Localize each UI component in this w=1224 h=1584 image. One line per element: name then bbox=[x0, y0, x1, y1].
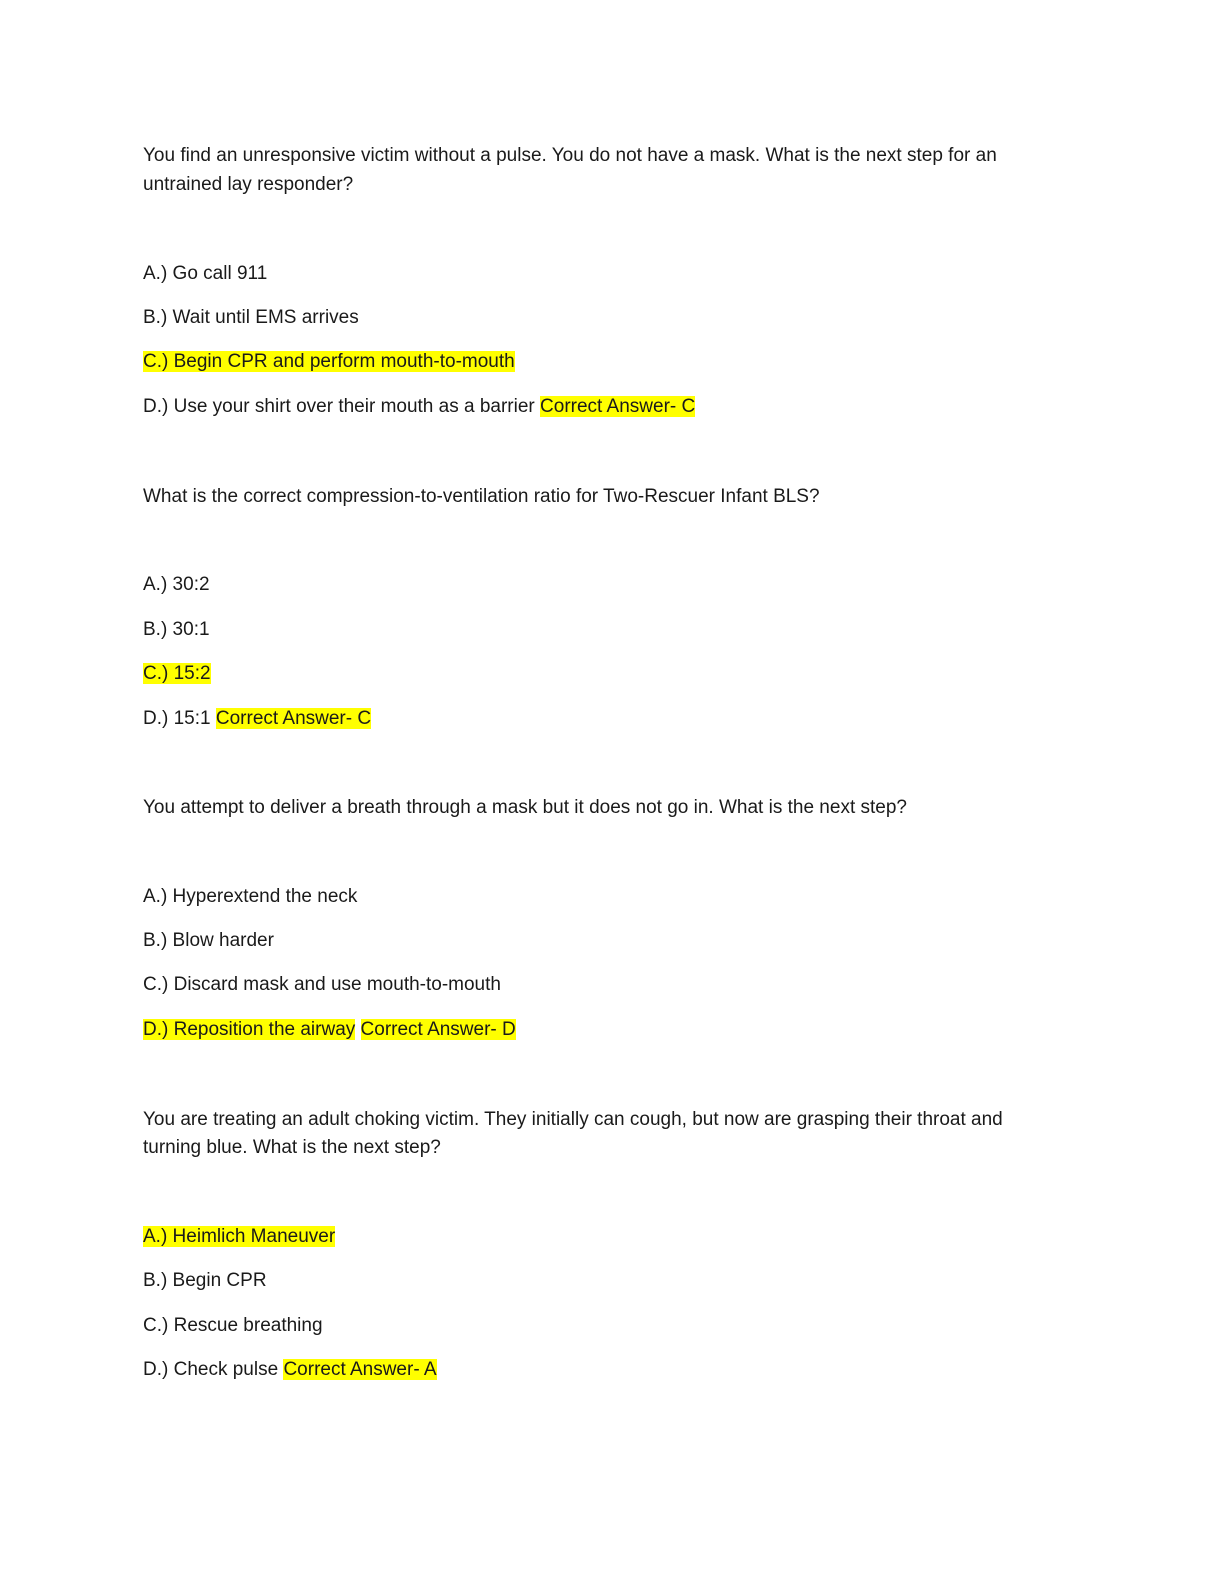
question-3-prompt-line-1: You attempt to deliver a breath through a mask but it does not go in. What is the next step? bbox=[143, 797, 907, 818]
question-1-prompt-line-1: You find an unresponsive victim without a pulse. You do not have a mask. What is the next step for an bbox=[143, 145, 997, 166]
question-4-prompt-line-2: turning blue. What is the next step? bbox=[143, 1137, 441, 1158]
question-2-option-c-highlight: C.) 15:2 bbox=[143, 663, 211, 684]
question-2-correct-answer: Correct Answer- C bbox=[215, 708, 372, 729]
question-4-correct-answer: Correct Answer- A bbox=[283, 1359, 437, 1380]
question-4-option-d-text: D.) Check pulse bbox=[143, 1359, 279, 1380]
question-1-option-d bbox=[143, 393, 695, 421]
question-2-option-a: A.) 30:2 bbox=[143, 574, 210, 595]
question-1-option-c-highlight: C.) Begin CPR and perform mouth-to-mouth bbox=[143, 351, 515, 372]
question-3-option-c: C.) Discard mask and use mouth-to-mouth bbox=[143, 974, 501, 995]
question-3-option-b: B.) Blow harder bbox=[143, 930, 274, 951]
question-4-option-c: C.) Rescue breathing bbox=[143, 1315, 323, 1336]
question-1-prompt-line-2: untrained lay responder? bbox=[143, 174, 354, 195]
question-4-option-a bbox=[143, 1223, 335, 1251]
question-4-option-b: B.) Begin CPR bbox=[143, 1270, 267, 1291]
question-3-option-a: A.) Hyperextend the neck bbox=[143, 886, 358, 907]
question-4-prompt-line-1: You are treating an adult choking victim. They initially can cough, but now are grasping their throat and bbox=[143, 1109, 1003, 1130]
question-2-prompt-line-1: What is the correct compression-to-ventilation ratio for Two-Rescuer Infant BLS? bbox=[143, 486, 820, 507]
question-3-correct-answer: Correct Answer- D bbox=[360, 1019, 516, 1040]
question-1-option-d-text: D.) Use your shirt over their mouth as a barrier bbox=[143, 396, 535, 417]
question-3-option-d bbox=[143, 1016, 516, 1044]
question-4-option-d bbox=[143, 1356, 437, 1384]
question-2-option-d bbox=[143, 705, 371, 733]
question-4-option-a-highlight: A.) Heimlich Maneuver bbox=[143, 1226, 336, 1247]
question-2-option-d-text: D.) 15:1 bbox=[143, 708, 211, 729]
question-1-option-b: B.) Wait until EMS arrives bbox=[143, 307, 359, 328]
question-3-option-d-highlight: D.) Reposition the airway bbox=[143, 1019, 356, 1040]
question-2-option-c bbox=[143, 660, 211, 688]
question-1-correct-answer: Correct Answer- C bbox=[540, 396, 696, 417]
question-1-option-a: A.) Go call 911 bbox=[143, 263, 268, 284]
question-2-option-b: B.) 30:1 bbox=[143, 619, 210, 640]
question-1-option-c bbox=[143, 348, 515, 376]
